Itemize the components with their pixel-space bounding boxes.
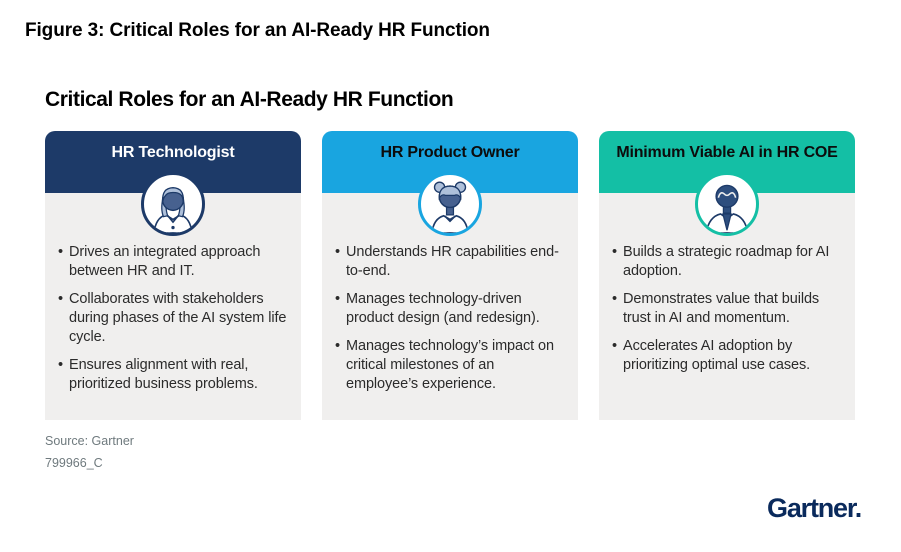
- role-cards-row: [45, 131, 855, 420]
- card-hr-product-owner: [322, 131, 578, 420]
- card-title: HR Technologist: [111, 144, 235, 161]
- bullet-list: [58, 243, 287, 394]
- source-line: Source: Gartner: [45, 434, 134, 448]
- bullet-item: • Demonstrates value that builds trust in AI and momentum.: [612, 290, 841, 328]
- card-hr-technologist: [45, 131, 301, 420]
- card-minimum-viable-ai: [599, 131, 855, 420]
- bullet-item: • Understands HR capabilities end-to-end.: [335, 243, 564, 281]
- bullet-item: • Collaborates with stakeholders during phases of the AI system life cycle.: [58, 290, 287, 347]
- chart-heading: Critical Roles for an AI-Ready HR Function: [45, 88, 454, 111]
- bullet-list: [612, 243, 841, 375]
- figure-code: 799966_C: [45, 456, 103, 470]
- bullet-item: • Manages technology-driven product design (and redesign).: [335, 290, 564, 328]
- bullet-item: • Manages technology’s impact on critical milestones of an employee’s experience.: [335, 337, 564, 394]
- hr-technologist-avatar-icon: [141, 172, 205, 236]
- bullet-item: • Ensures alignment with real, prioritized business problems.: [58, 356, 287, 394]
- bullet-item: • Builds a strategic roadmap for AI adoption.: [612, 243, 841, 281]
- figure-title: Figure 3: Critical Roles for an AI-Ready HR Function: [25, 20, 490, 41]
- gartner-logo: Gartner.: [767, 493, 861, 523]
- bullet-list: [335, 243, 564, 394]
- bullet-item: • Drives an integrated approach between HR and IT.: [58, 243, 287, 281]
- card-title: HR Product Owner: [380, 144, 520, 161]
- card-title: Minimum Viable AI in HR COE: [616, 144, 838, 161]
- source-block: [45, 430, 134, 474]
- bullet-item: • Accelerates AI adoption by prioritizing optimal use cases.: [612, 337, 841, 375]
- hr-product-owner-avatar-icon: [418, 172, 482, 236]
- ai-coe-avatar-icon: [695, 172, 759, 236]
